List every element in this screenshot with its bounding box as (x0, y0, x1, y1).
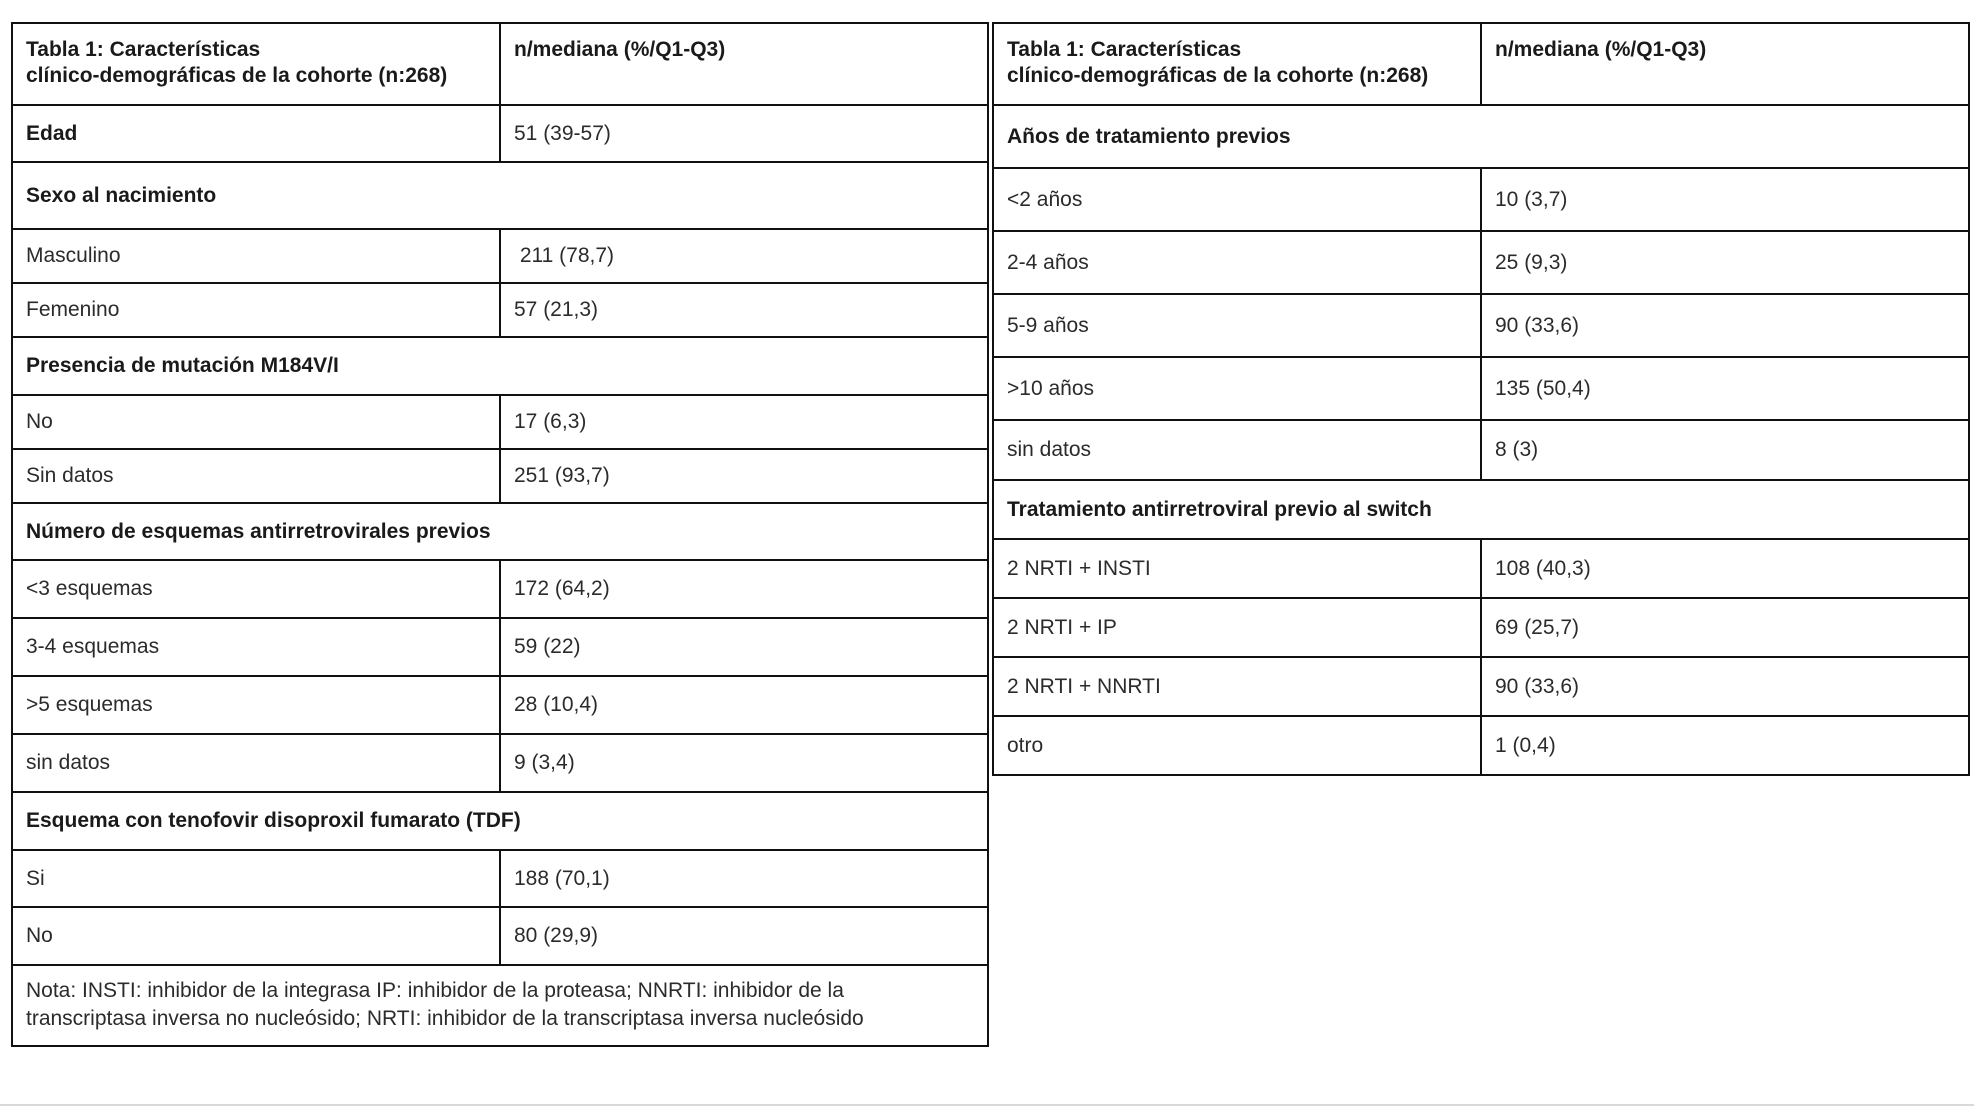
table-row (993, 357, 1969, 420)
header-title-line2: clínico-demográficas de la cohorte (n:268) (26, 64, 448, 87)
row-label: No (12, 907, 500, 965)
section-row (993, 105, 1969, 168)
table-row (12, 229, 988, 283)
row-label: 2 NRTI + INSTI (993, 539, 1481, 598)
section-row (12, 162, 988, 229)
table-row (12, 283, 988, 337)
header-title-line1: Tabla 1: Características (26, 38, 261, 61)
table-header-row (993, 23, 1969, 105)
section-heading: Tratamiento antirretroviral previo al switch (993, 480, 1969, 539)
row-label: Femenino (12, 283, 500, 337)
row-label: sin datos (12, 734, 500, 792)
row-label: 5-9 años (993, 294, 1481, 357)
row-value: 80 (29,9) (500, 907, 988, 965)
row-value: 59 (22) (500, 618, 988, 676)
section-row (993, 480, 1969, 539)
characteristics-table-right (992, 22, 1970, 776)
section-heading: Número de esquemas antirretrovirales previos (12, 503, 988, 560)
table-header-row (12, 23, 988, 105)
row-value: 90 (33,6) (1481, 294, 1969, 357)
row-label: otro (993, 716, 1481, 775)
section-row (12, 503, 988, 560)
table-row (993, 420, 1969, 480)
row-value: 135 (50,4) (1481, 357, 1969, 420)
table-row (12, 395, 988, 449)
row-label: <3 esquemas (12, 560, 500, 618)
row-value: 1 (0,4) (1481, 716, 1969, 775)
header-title-cell (12, 23, 500, 105)
section-row (12, 337, 988, 395)
row-value: 25 (9,3) (1481, 231, 1969, 294)
row-value: 172 (64,2) (500, 560, 988, 618)
table-footnote (12, 965, 988, 1046)
row-label: 2 NRTI + NNRTI (993, 657, 1481, 716)
row-value: 188 (70,1) (500, 850, 988, 907)
row-value: 51 (39-57) (500, 105, 988, 162)
row-label: 2 NRTI + IP (993, 598, 1481, 657)
row-label: No (12, 395, 500, 449)
table-row (12, 676, 988, 734)
row-value: 69 (25,7) (1481, 598, 1969, 657)
header-title-line2: clínico-demográficas de la cohorte (n:268) (1007, 64, 1429, 87)
table-row (993, 294, 1969, 357)
row-label: <2 años (993, 168, 1481, 231)
row-label: >5 esquemas (12, 676, 500, 734)
row-label: Edad (12, 105, 500, 162)
table-row (993, 231, 1969, 294)
row-value: 211 (78,7) (500, 229, 988, 283)
header-title-cell (993, 23, 1481, 105)
table-row (12, 105, 988, 162)
table-row (12, 907, 988, 965)
row-value: 17 (6,3) (500, 395, 988, 449)
row-label: >10 años (993, 357, 1481, 420)
table-row (993, 598, 1969, 657)
section-row (12, 792, 988, 850)
footnote-line1: Nota: INSTI: inhibidor de la integrasa IP: inhibidor de la proteasa; NNRTI: inhibidor de la (26, 979, 844, 1002)
row-value: 57 (21,3) (500, 283, 988, 337)
section-heading: Sexo al nacimiento (12, 162, 988, 229)
header-value-cell: n/mediana (%/Q1-Q3) (1481, 23, 1969, 105)
row-label: Masculino (12, 229, 500, 283)
section-heading: Presencia de mutación M184V/I (12, 337, 988, 395)
section-heading: Años de tratamiento previos (993, 105, 1969, 168)
table-row (993, 716, 1969, 775)
characteristics-table-left (11, 22, 989, 1047)
header-value-cell: n/mediana (%/Q1-Q3) (500, 23, 988, 105)
row-label: 3-4 esquemas (12, 618, 500, 676)
table-row (993, 657, 1969, 716)
table-row (12, 850, 988, 907)
table-row (12, 734, 988, 792)
row-value: 90 (33,6) (1481, 657, 1969, 716)
row-label: Sin datos (12, 449, 500, 503)
footnote-line2: transcriptasa inversa no nucleósido; NRTI: inhibidor de la transcriptasa inversa nucleósido (26, 1007, 864, 1030)
row-value: 251 (93,7) (500, 449, 988, 503)
row-label: sin datos (993, 420, 1481, 480)
row-value: 108 (40,3) (1481, 539, 1969, 598)
table-row (12, 618, 988, 676)
row-label: 2-4 años (993, 231, 1481, 294)
row-value: 10 (3,7) (1481, 168, 1969, 231)
header-title-line1: Tabla 1: Características (1007, 38, 1242, 61)
table-row (12, 449, 988, 503)
section-heading: Esquema con tenofovir disoproxil fumarato (TDF) (12, 792, 988, 850)
row-label: Si (12, 850, 500, 907)
table-row (993, 168, 1969, 231)
table-row (12, 560, 988, 618)
row-value: 8 (3) (1481, 420, 1969, 480)
row-value: 28 (10,4) (500, 676, 988, 734)
note-row (12, 965, 988, 1046)
table-row (993, 539, 1969, 598)
row-value: 9 (3,4) (500, 734, 988, 792)
